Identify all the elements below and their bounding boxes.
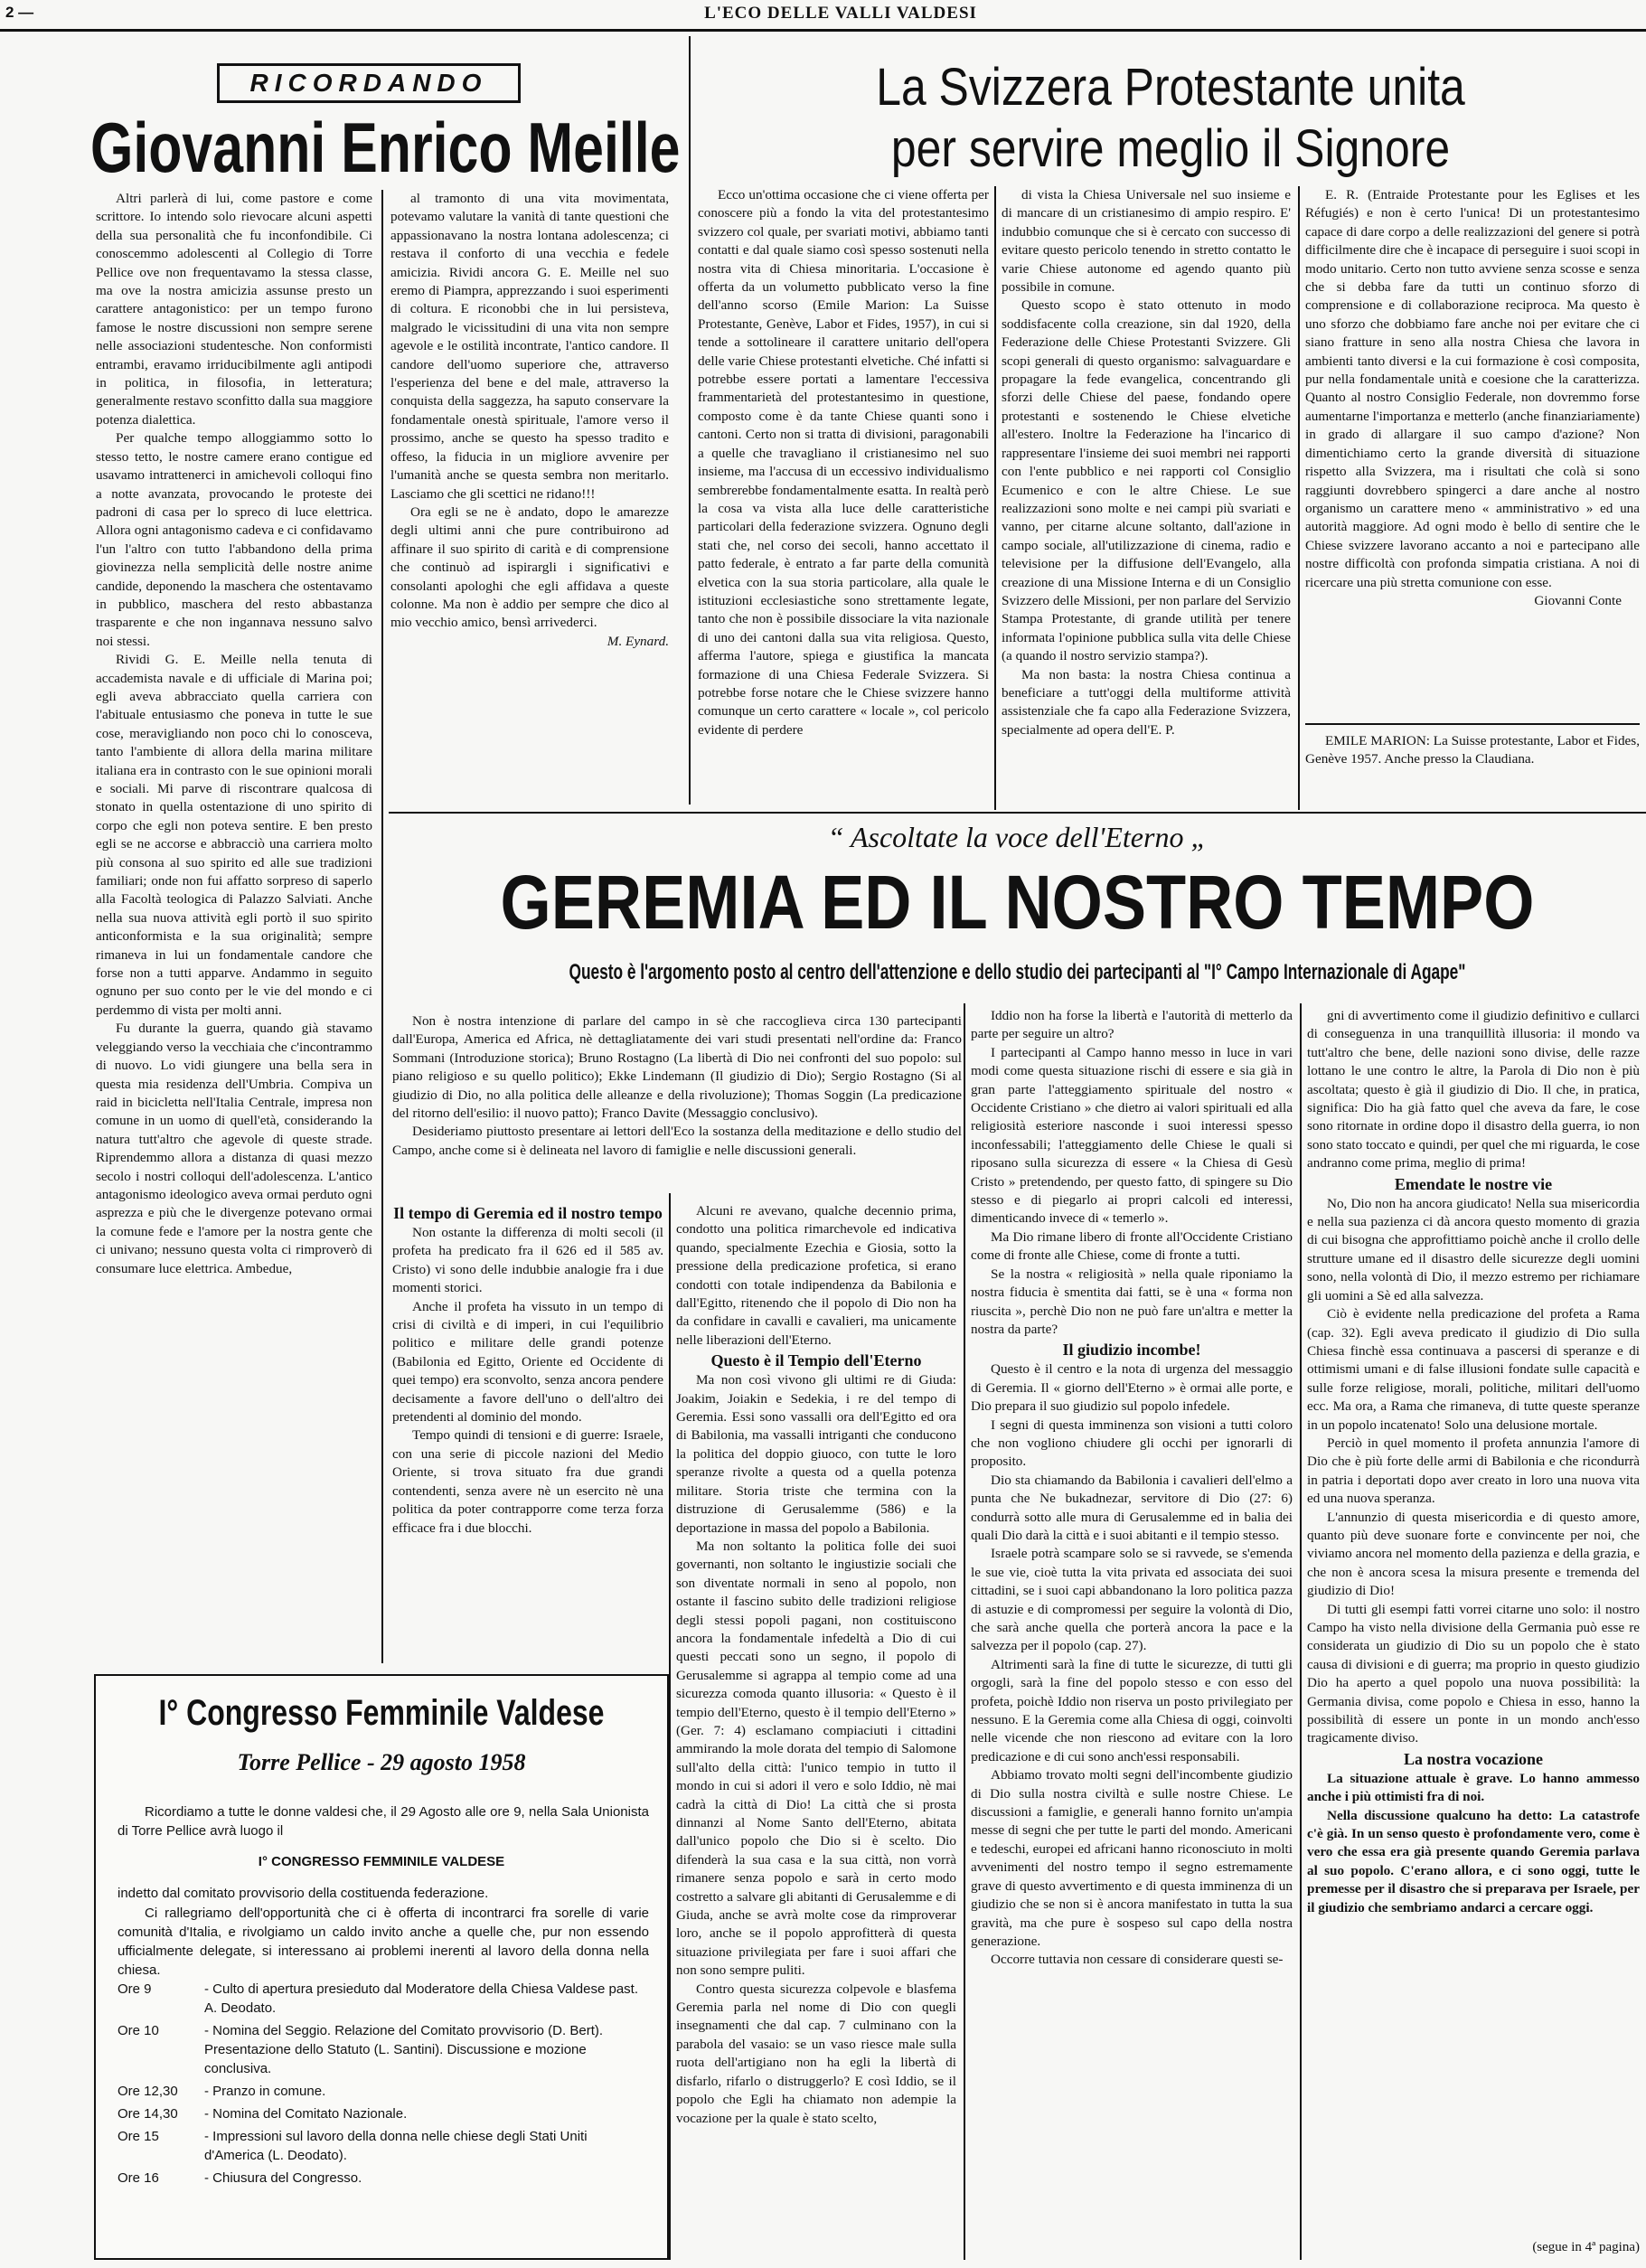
meille-signature: M. Eynard. — [607, 633, 669, 649]
geremia-d-p3: Ciò è evidente nella predicazione del profeta a Rama (cap. 32). Egli aveva predicato il giudizio di Dio sulla Chiesa finchè essa continuava a pascersi di speranze e di ottimismi umani e di false illusioni fondate sulle capacità e sulle forze religiose, morali, politiche, militari dell'uomo ecc. Ma ora, a Rama che rimaneva, di tutte queste speranze in un popolo incatenato! Solo una delusione mortale. — [1307, 1306, 1640, 1433]
geremia-b-p4: Contro questa sicurezza colpevole e blasfema Geremia parla nel nome di Dio con quegli insegnamenti che dal cap. 7 culminano con la parabola del vasaio: se un vaso riesce male sulla ruota dell'artigiano non ha egli la libertà di disfarlo, rifarlo o distruggerlo? E così Iddio, se il popolo che Egli ha chiamato non adempie la vocazione per la quale è stato scelto, — [676, 1981, 956, 2126]
svizzera-column-2 — [1002, 186, 1291, 810]
schedule-text: - Nomina del Seggio. Relazione del Comitato provvisorio (D. Bert). Presentazione dello Statuto (L. Santini). Discussione e mozione conclusiva. — [204, 2023, 604, 2076]
geremia-c-p10: Abbiamo trovato molti segni dell'incombente giudizio di Dio sulla nostra civiltà e sulle nostre Chiese. Le discussioni a famiglie, e generali hanno fornito un'ampia messe di segni che per tutte le parti del mondo. Americani e tedeschi, europei ed africani hanno riconosciuto in molti avvenimenti del nostro tempo il segno estremamente grave di questo avvertimento e di questa imminenza di un giudizio che se non si è ancora manifestato in tutta la sua gravità, ma che pure è sospeso sul capo della nostra generazione. — [971, 1767, 1293, 1949]
geremia-divider-ab — [669, 1193, 671, 2260]
schedule-text: - Pranzo in comune. — [204, 2084, 326, 2099]
geremia-subtitle: Questo è l'argomento posto al centro dell'attenzione e dello studio dei partecipanti al "I° Campo Internazionale di Agape" — [569, 960, 1466, 984]
geremia-subhead-1: Il tempo di Geremia ed il nostro tempo — [393, 1204, 663, 1222]
schedule-row — [118, 1980, 649, 2018]
geremia-kicker: “ Ascoltate la voce dell'Eterno „ — [827, 821, 1208, 853]
svizzera-note-rule — [1305, 723, 1640, 725]
svizzera-title-line1: La Svizzera Protestante unita — [876, 58, 1465, 117]
geremia-b-p2: Ma non così vivono gli ultimi re di Giuda: Joakim, Joiakin e Sedekia, i re del tempo di Geremia. Essi sono vassalli ora dell'Egitto ed ora di Babilonia, ma vassalli intriganti che conducono la politica del doppio giuoco, con tutte le loro speranze rivolte a questa od a quella potenza militare. Storia triste che termina con la distruzione di Gerusalemme (586) e la deportazione in massa del popolo a Babilonia. — [676, 1372, 956, 1536]
geremia-subhead-3: Il giudizio incombe! — [1062, 1341, 1201, 1360]
congresso-intro: Ricordiamo a tutte le donne valdesi che, il 29 Agosto alle ore 9, nella Sala Unionista di Torre Pellice avrà luogo il — [118, 1804, 649, 1839]
meille-right-divider — [689, 36, 691, 805]
schedule-text: - Nomina del Comitato Nazionale. — [204, 2106, 408, 2122]
geremia-c-p4: Se la nostra « religiosità » nella quale riponiamo la nostra fiducia è smentita dai fatti, se è una « forma non riuscita », perchè Dio non ne può fare un'altra e metter la nostra da parte? — [971, 1266, 1293, 1337]
geremia-column-c — [971, 1007, 1293, 2260]
svizzera-divider-2 — [1298, 186, 1300, 810]
geremia-divider-bc — [964, 1003, 965, 2260]
continued-note: (segue in 4ª pagina) — [1532, 2240, 1640, 2254]
meille-p6: Ora egli se ne è andato, dopo le amarezze degli ultimi anni che pure contribuirono ad affinare il suo spirito di carità e di comprensione che continuò ad ispirargli i significativi e consolanti apologhi che egli affidava a queste colonne. Ma non è addio per sempre che dico al mio vecchio amico, bensì arrivederci. — [390, 503, 669, 631]
congresso-title: I° Congresso Femminile Valdese — [158, 1693, 605, 1733]
schedule-row — [118, 2104, 649, 2123]
geremia-d-p6: Di tutti gli esempi fatti vorrei citarne uno solo: il nostro Campo ha visto nella divisione della Germania può esse re considerata un giudizio di Dio su un popolo che è stato causa di divisioni e di guerra; ma proprio in questo giudizio Dio ha aperto a quel popolo una nuova possibilità: la Germania divisa, come popolo e Chiesa in esso, hanno la possibilità di essere un ponte in un mondo anch'esso tragicamente diviso. — [1307, 1601, 1640, 1746]
geremia-c-p8: Israele potrà scampare solo se si ravvede, se s'emenda le sue vie, cioè tutta la vita privata ed associata dei suoi cittadini, se i suoi capi abbandonano la loro politica pazza di astuzie e di compromessi per seguire la volontà di Dio, che sarà anche quella che porterà ancora la pace e la salvezza per il popolo (cap. 27). — [971, 1546, 1293, 1654]
geremia-divider-cd — [1300, 1003, 1302, 2260]
meille-p1: Altri parlerà di lui, come pastore e come scrittore. Io intendo solo rievocare alcuni aspetti della sua personalità che fu inconfondibile. Ci conoscemmo adolescenti al Collegio di Torre Pellice ove non frequentavamo la stessa classe, ma ove la nostra amicizia assunse presto un carattere antagonistico: per un tempo furono famose le nostre discussioni non sempre serene nelle associazioni studentesche. Non conformisti entrambi, eravamo irriducibilmente agli antipodi in politica, in filosofia, in letteratura; generalmente restavo sconfitto dalla sua maggiore potenza dialettica. — [96, 191, 372, 428]
svizzera-column-1 — [698, 186, 989, 810]
svizzera-p5: E. R. (Entraide Protestante pour les Eglises et les Réfugiés) e non è certo l'unica! Di un protestantesimo capace di dare corpo a delle realizzazioni del genere si potrà difficilmente dire che è incapace di perseguire i suoi scopi in modo unitario. Certo non tutto avviene senza scosse e senza che si debba fare da tutti un continuo sforzo di comprensione e di collaborazione reciproca. Ma questo è uno sforzo che dobbiamo fare anche noi per evitare che ci siano fratture in seno alla nostra Chiesa che lavora in ambienti tanto diversi e la cui formazione è così composita, pur nella fondamentale unità e coesione che la caratterizza. Quanto al nostro Consiglio Federale, non dovremmo forse aumentarne l'importanza e metterlo (anche finanziariamente) in grado di allargare il suo campo d'azione? Non dimentichiamo certo la grande diversità di situazione rispetto alla Svizzera, ma i risultati che colà si sono raggiunti dovrebbero spingerci a dare anche al nostro organismo un carattere meno « amministrativo » ed una autorità maggiore. Ad ogni modo è bello di sentire che le Chiese svizzere lavorano accanto a noi e partecipano alle nostre difficoltà con profonda simpatia cristiana. A noi di ricercare una più stretta comunione con esse. — [1305, 187, 1640, 590]
geremia-intro — [392, 1012, 962, 1193]
geremia-c-p5: Questo è il centro e la nota di urgenza del messaggio di Geremia. Il « giorno dell'Eterno » è ormai alle porte, e Dio prepara il suo giudizio sul popolo infedele. — [971, 1361, 1293, 1415]
congresso-center-title: I° CONGRESSO FEMMINILE VALDESE — [258, 1854, 505, 1869]
geremia-d-p8: Nella discussione qualcuno ha detto: La catastrofe c'è già. In un senso questo è profondamente vero, come è vero che essa era già presente quando Geremia parlava al suo popolo. C'erano allora, e ci sono oggi, tutte le premesse per il disastro che si preparava per Israele, per il giudizio che sembriamo andarci a cercare oggi. — [1307, 1807, 1640, 1915]
schedule-row — [118, 2169, 649, 2188]
schedule-time: Ore 9 — [118, 1981, 152, 1997]
meille-p2: Per qualche tempo alloggiammo sotto lo stesso tetto, le nostre camere erano contigue ed usavamo intrattenerci in amichevoli colloqui fino a notte avanzata, provocando le proteste dei padroni di casa per lo spreco di luce elettrica. Allora ogni antagonismo cadeva e ci confidavamo l'un l'altro con tutto l'abbandono della prima giovinezza nella semplicità delle nostre anime candide, deponendo la maschera che ostentavamo in pubblico, maschera del resto abbastanza trasparente e che non ingannava nessuno salvo noi stessi. — [96, 430, 372, 649]
svizzera-title-line2: per servire meglio il Signore — [890, 119, 1451, 178]
geremia-c-p2: I partecipanti al Campo hanno messo in luce in vari modi come questa situazione rischi di essere e sia già in gran parte l'atteggiamento spirituale del nostro « Occidente Cristiano » che dietro ai valori spirituali ed alla religiosità esteriore nasconde i suoi interessi spesso inconfessabili; l'atteggiamento delle Chiese le quali si riposano sulla sicurezza di essere « la Chiesa di Gesù Cristo » pretendendo, per questo fatto, di spingere su Dio stesso e di piegarlo ai propri calcoli ed interessi, dimenticando invece di « temerlo ». — [971, 1044, 1293, 1227]
meille-p5: al tramonto di una vita movimentata, potevamo valutare la vanità di tante questioni che appassionavano la nostra lontana adolescenza; ci restava il conforto di una vecchia e fedele amicizia. Rividi ancora G. E. Meille nel suo eremo di Piampra, apprezzando i suoi esperimenti di coltura. E riconobbi che in lui persisteva, malgrado le vicissitudini di una vita non sempre agevole e le ostilità incontrate, l'antico candore. Il candore dell'uomo superiore che, attraverso l'esperienza del bene e del male, attraverso la conquista della saggezza, ha saputo conservare la fondamentale onestà spirituale, l'amore verso il prossimo, anche se questo ha spesso tradito e offeso, la fiducia in un migliore avvenire per l'umanità anche se questa sembra non meritarlo. Lasciamo che gli scettici ne ridano!!! — [390, 191, 669, 502]
geremia-d-p7: La situazione attuale è grave. Lo hanno ammesso anche i più ottimisti fra di noi. — [1307, 1770, 1640, 1805]
geremia-b-p1: Alcuni re avevano, qualche decennio prima, condotto una politica rimarchevole ed indicativa quando, specialmente Ezechia e Giosia, sotto la pressione della predicazione profetica, si erano condotti con totale indipendenza da Babilonia e dall'Egitto, ritenendo che il popolo di Dio non ha da confidare in cavalli e cavalieri, ma unicamente nelle liberazioni dell'Eterno. — [676, 1203, 956, 1348]
paper-name: L'ECO DELLE VALLI VALDESI — [704, 4, 977, 23]
congresso-box — [94, 1674, 669, 2260]
svizzera-book-note: EMILE MARION: La Suisse protestante, Labor et Fides, Genève 1957. Anche presso la Claudiana. — [1305, 733, 1640, 767]
geremia-a-p1: Non ostante la differenza di molti secoli (il profeta ha predicato fra il 626 ed il 585 av. Cristo) vi sono delle indubbie analogie fra i due momenti storici. — [392, 1225, 663, 1296]
geremia-intro-p1: Non è nostra intenzione di parlare del campo in sè che raccoglieva circa 130 partecipanti dall'Europa, America ed Africa, nè dettagliatamente dei vari studi presentati nell'ordine da: Franco Sommani (Introduzione storica); Bruno Rostagno (La libertà di Dio nei confronti del suo popolo: sul piano religioso e su quello politico); Ekke Lindemann (Il giudizio di Dio); Sergio Rostagno (Si al giudizio di Dio, no alla politica delle alleanze e della rivoluzione); Thomas Soggin (La predicazione del ritorno dell'esilio: il nuovo patto); Franco Davite (Messaggio conclusivo). — [392, 1013, 962, 1122]
meille-column-1 — [96, 190, 372, 1663]
svizzera-p3: Questo scopo è stato ottenuto in modo soddisfacente colla creazione, sin dal 1920, della Federazione delle Chiese Protestanti Svizzere. Gli scopi generali di questo organismo: salvaguardare e propagare la fede evangelica, concentrando gli sforzi delle Chiese del paese, fondando opere protestanti e sostenendo le Chiese elvetiche all'estero. Inoltre la Federazione ha l'incarico di rappresentare l'insieme dei suoi membri nei rapporti con l'ente pubblico e nei rapporti col Consiglio Ecumenico e con le altre Chiese. Le sue realizzazioni sono molte e nei campi più svariati e vanno, per citarne alcune soltanto, dall'azione in campo sociale, all'utilizzazione di cinema, radio e televisione per la diffusione dell'Evangelo, alla creazione di una Missione Interna e di un Consiglio Svizzero delle Missioni, per non parlare del Servizio Stampa Protestante, di grande utilità per tenere informata l'opinione pubblica sulla vita delle Chiese (a quando il nostro servizio stampa?). — [1002, 297, 1291, 664]
schedule-row — [118, 2021, 649, 2078]
masthead-rule — [0, 29, 1646, 32]
schedule-time: Ore 15 — [118, 2129, 159, 2144]
geremia-d-p4: Perciò in quel momento il profeta annunzia l'amore di Dio che è più forte delle armi di Babilonia e che ricondurrà in patria i deportati dopo aver creato in loro una nuova vita ed una nuova speranza. — [1307, 1435, 1640, 1507]
geremia-subhead-4: Emendate le nostre vie — [1394, 1174, 1553, 1193]
schedule-time: Ore 12,30 — [118, 2084, 178, 2099]
svizzera-p4: Ma non basta: la nostra Chiesa continua a beneficiare a tutt'oggi della multiforme attività assistenziale che fa capo alla Federazione Svizzera, specialmente ad opera dell'E. P. — [1002, 666, 1291, 738]
geremia-title: GEREMIA ED IL NOSTRO TEMPO — [500, 860, 1535, 945]
geremia-top-rule — [389, 812, 1646, 814]
geremia-c-p11: Occorre tuttavia non cessare di considerare questi se- — [991, 1952, 1284, 1968]
svizzera-p2: di vista la Chiesa Universale nel suo insieme e di mancare di un cristianesimo di ampio respiro. E' indubbio comunque che si è cercato con successo di evitare questo pericolo tenendo in stretto contatto le varie Chiese autonome ed agendo quanto più possibile in comune. — [1002, 187, 1291, 296]
meille-kicker-text: RICORDANDO — [249, 69, 488, 97]
schedule-text: - Impressioni sul lavoro della donna nelle chiese degli Stati Uniti d'America (L. Deodato). — [204, 2129, 588, 2163]
schedule-time: Ore 16 — [118, 2170, 159, 2186]
congresso-body-2: Ci rallegriamo dell'opportunità che ci è offerta di incontrarci fra sorelle di varie comunità d'Italia, e rivolgiamo un caldo invito anche a quelle che, pur non essendo ufficialmente delegate, si interessano ai problemi inerenti al lavoro della donna nella chiesa. — [118, 1906, 649, 1978]
meille-col-divider — [381, 190, 383, 1663]
geremia-b-p3: Ma non soltanto la politica folle dei suoi governanti, non soltanto le ingiustizie sociali che son diventate normali in seno al popolo, non ostante il fascino subito delle tradizioni religiose degli stessi popoli pagani, non costituiscono ancora la fondamentale infedeltà a Dio di cui questi peccati sono un segno, il popolo di Gerusalemme si agrappa al tempio come ad una sicurezza comoda quanto illusoria: « Questo è il tempio dell'Eterno, questo è il tempio dell'Eterno » (Ger. 7: 4) esclamano compiaciuti i cittadini ammirando la mole dorata del tempio di Salomone sull'alto della città: l'unico tempio in tutto il mondo in cui si adori il vero e solo Iddio, nè mai cadrà la città di Dio! La città che si prosta dinnanzi al Nome Santo dell'Eterno, abitata dall'unico popolo che Dio si è scelto. Dio difenderà la sua casa e la sua città, non vorrà rimanere senza popolo e sarà in certo modo costretto a salvare gli abitanti di Gerusalemme e di Giuda, anche se avrà molte cose da rimproverar loro, anche se il popolo approfitterà di questa situazione privilegiata per fare i suoi affari che non sono sempre puliti. — [676, 1538, 956, 1979]
congresso-schedule — [118, 1980, 649, 2191]
svizzera-column-3 — [1305, 186, 1640, 729]
geremia-column-d — [1307, 1007, 1640, 2236]
schedule-text: - Culto di apertura presieduto dal Moderatore della Chiesa Valdese past. A. Deodato. — [204, 1981, 638, 2016]
geremia-subhead-2: Questo è il Tempio dell'Eterno — [710, 1351, 922, 1370]
geremia-c-p9: Altrimenti sarà la fine di tutte le sicurezze, di tutti gli orgogli, sarà la fine del popolo stesso e con esso del profeta, poichè Iddio non riserva un posto privilegiato per nessuno. E la Geremia come alla Chiesa di oggi, coinvolti nelle vicende che non riescono ad evitare con la loro predicazione e di cui sono anch'essi responsabili. — [971, 1656, 1293, 1765]
page-number: 2 — — [5, 4, 34, 21]
congresso-body-1: indetto dal comitato provvisorio della costituenda federazione. — [118, 1886, 489, 1901]
geremia-c-p3: Ma Dio rimane libero di fronte all'Occidente Cristiano come di fronte alle Chiese, come di fronte a tutti. — [971, 1228, 1293, 1264]
geremia-d-p5: L'annunzio di questa misericordia e di questo amore, quanto più deve suonare forte e convincente per noi, che viviamo ancora nel momento della pazienza e della grazia, e che non è ancora scesa la misura presente e tremenda del giudizio di Dio! — [1307, 1509, 1640, 1599]
geremia-c-p6: I segni di questa imminenza son visioni a tutti coloro che non vogliono chiudere gli occhi per ignorarli di proposito. — [971, 1416, 1293, 1470]
meille-column-2 — [390, 190, 669, 823]
svizzera-signature: Giovanni Conte — [1534, 592, 1622, 608]
schedule-time: Ore 10 — [118, 2023, 159, 2038]
schedule-time: Ore 14,30 — [118, 2106, 178, 2122]
geremia-c-p7: Dio sta chiamando da Babilonia i cavalieri dell'elmo a punta che Ne bukadnezar, servitore di Dio (27: 6) condurrà sotto alle mura di Gerusalemme ed in balia dei quali Dio darà la città e i suoi abitanti e il tempio stesso. — [971, 1472, 1293, 1543]
geremia-subhead-5: La nostra vocazione — [1404, 1749, 1543, 1768]
geremia-c-p1: Iddio non ha forse la libertà e l'autorità di metterlo da parte per seguire un altro? — [971, 1008, 1293, 1042]
svizzera-p1: Ecco un'ottima occasione che ci viene offerta per conoscere più a fondo la vita del protestantesimo svizzero col quale, per svariati motivi, abbiamo tanti contatti e dal quale siamo così spesso sostenuti nella nostra vita di Chiesa minoritaria. L'occasione è offerta da un volumetto pubblicato verso la fine dell'anno scorso (Emile Marion: La Suisse Protestante, Genève, Labor et Fides, 1957), in cui si tende a sottolineare il carattere unitario dell'opera delle varie Chiese protestanti elvetiche. Ché infatti si potrebbe essere portati a lamentare l'eccessiva frammentarietà del protestantesimo in questione, composto come è da tante Chiese quanti sono i cantoni. Certo non si tratta di divisioni, paragonabili a quelle che travagliano il cristianesimo nel suo insieme, ma l'accusa di un eccessivo individualismo sembrerebbe fondamentalmente esatta. In realtà però la cosa va vista alla luce delle caratteristiche particolari della federazione svizzera. Ognuno degli stati che, nel corso dei secoli, hanno accettato il patto federale, è entrato a far parte della comunità elvetica con la sua storia particolare, alla quale le istituzioni ecclesiastiche sono strettamente legate, tanto che non è possibile dissociare la vita nazionale di uno dei cantoni dalla sua vita religiosa. Questo, afferma l'autore, spiega e giustifica la mancata formazione di una Chiesa Federale Svizzera. Si potrebbe forse notare che le Chiese svizzere hanno comunque un certo carattere « locale », col pericolo evidente di perdere — [698, 187, 989, 738]
geremia-column-b — [676, 1202, 956, 2260]
geremia-d-p2: No, Dio non ha ancora giudicato! Nella sua misericordia e nella sua pazienza ci dà ancora questo momento di grazia di cui bisogna che approfittiamo poichè anche il crollo delle strutture umane ed il disastro delle sicurezze degli uomini sono, nella volontà di Dio, il mezzo estremo per richiamare gli uomini a Sè ed alla salvezza. — [1307, 1195, 1640, 1303]
meille-kicker — [217, 63, 521, 103]
congresso-place-date: Torre Pellice - 29 agosto 1958 — [237, 1749, 526, 1775]
geremia-d-p1: gni di avvertimento come il giudizio definitivo e cullarci di conseguenza in una tranquillità illusoria: il mondo va tutt'altro che bene, delle nazioni sono divise, delle razze lottano le une contro le altre, la Parola di Dio non è più ascoltata; questo è già il giudizio di Dio. Il che, in pratica, significa: Dio ha già fatto quel che aveva da fare, le cose sono ritornate in ordine dopo il disastro della guerra, io non sono stato toccato e quindi, per quel che mi riguarda, le cose andranno come prima, meglio di prima! — [1307, 1008, 1640, 1172]
schedule-text: - Chiusura del Congresso. — [204, 2170, 362, 2186]
geremia-intro-p2: Desideriamo piuttosto presentare ai lettori dell'Eco la sostanza della meditazione e dello studio del Campo, anche come si è delineata nel lavoro di famiglie e nelle discussioni generali. — [392, 1124, 962, 1158]
geremia-a-p3: Tempo quindi di tensioni e di guerre: Israele, con una serie di piccole nazioni del Medio Oriente, si trova situato fra due grandi contendenti, senza avere nè un esercito nè una politica da poter contrapporre come terza forza efficace fra i due blocchi. — [392, 1427, 663, 1536]
meille-p3: Rividi G. E. Meille nella tenuta di accademista navale e di ufficiale di Marina poi; egli aveva abbracciato quella carriera con l'abituale entusiasmo che poneva in tutte le sue cose, meravigliando non poco chi lo conosceva, tanto l'ambiente di allora della marina militare italiana era in contrasto con le sue opinioni morali e sociali. Mi parve di riscontrare qualcosa di stonato in quella ostentazione di uno spirito di corpo che egli non poteva sentire. E ben presto egli se ne accorse e abbracciò una carriera molto più consona al suo spirito ed alle sue tradizioni familiari; onde non fui affatto sorpreso di saperlo alla Facoltà teologica di Palazzo Salviati. Anche nella sua nuova attività egli portò il suo spirito anticonformista e la sua originalità; sempre rimaneva in lui un fondamentale candore che forse non a tutti apparve. Andammo in seguito ognuno per suo conto per le vie del mondo e ci perdemmo di vista per molti anni. — [96, 652, 372, 1018]
schedule-row — [118, 2082, 649, 2101]
meille-p4: Fu durante la guerra, quando già stavamo veleggiando verso la vecchiaia che c'incontrammo di nuovo. Lo vidi giungere una bella sera in questa mia residenza dell'Umbria. Compiva un raid in bicicletta nell'Italia Centrale, impresa non comune in un uomo di quell'età, considerando la natura tutt'altro che agevole di queste strade. Riprendemmo allora a distanza di quasi mezzo secolo i nostri colloqui dell'adolescenza. L'antico antagonismo ideologico aveva ormai perduto ogni asprezza e più che le divergenze potevano ormai la comune fede e l'amore per la nostra gente che ci univano; nessuno questa volta ci rimproverò di consumare luce elettrica. Ambedue, — [96, 1021, 372, 1276]
meille-title: Giovanni Enrico Meille — [90, 108, 681, 187]
svizzera-divider-1 — [994, 186, 996, 810]
schedule-row — [118, 2127, 649, 2165]
geremia-a-p2: Anche il profeta ha vissuto in un tempo di crisi di civiltà e di imperi, in cui l'equilibrio politico e militare delle grandi potenze (Babilonia ed Egitto, Oriente ed Occidente di quei tempo) era sconvolto, senza ancora pendere decisamente a favore dell'uno o dell'altro dei pretendenti al dominio del mondo. — [392, 1298, 663, 1426]
